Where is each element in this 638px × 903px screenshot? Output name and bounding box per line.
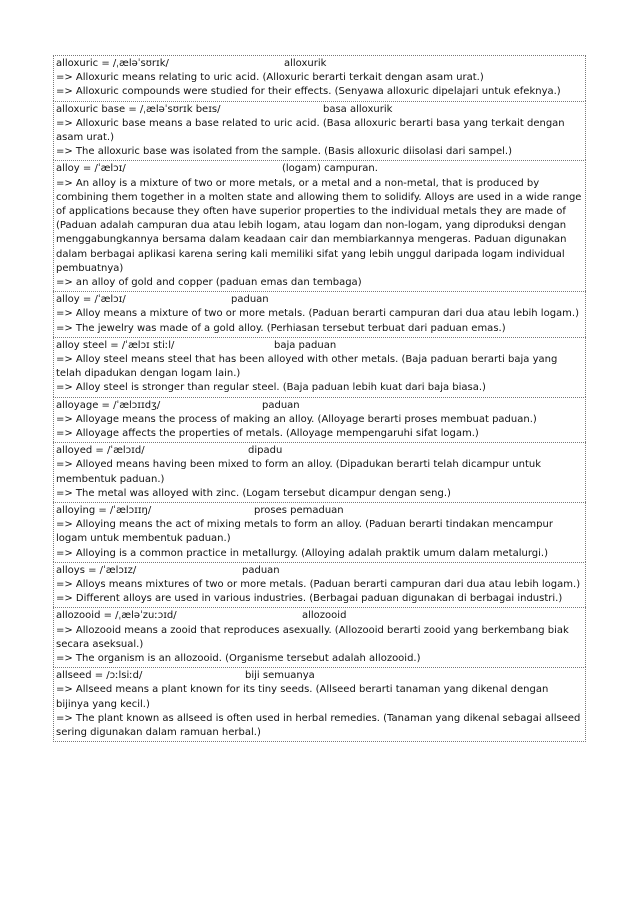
definition: => Alloy steel means steel that has been alloyed with other metals. (Baja paduan berarti baja yang telah dipadukan dengan logam lain.) [56, 353, 558, 380]
translation: (logam) campuran. [282, 163, 378, 175]
definition: => Alloying means the act of mixing metals to form an alloy. (Paduan berarti tindakan mencampur logam untuk membentuk paduan.) [56, 519, 553, 545]
headword: alloyed = /ˈælɔɪd/ [56, 445, 145, 457]
translation: biji semuanya [245, 670, 315, 682]
example: => Alloying is a common practice in metallurgy. (Alloying adalah praktik umum dalam metalurgi.) [56, 547, 548, 559]
entry-alloy-2 [53, 291, 586, 337]
dictionary-page [53, 55, 586, 742]
definition: => Allozooid means a zooid that reproduces asexually. (Allozooid berarti zooid yang berkembang biak secara aseksual.) [56, 624, 569, 650]
definition: => Allseed means a plant known for its tiny seeds. (Allseed berarti tanaman yang dikenal dengan bijinya yang kecil.) [56, 684, 549, 710]
definition: => An alloy is a mixture of two or more metals, or a metal and a non-metal, that is produced by combining them together in a molten state and allowing them to solidify. Alloys are used in a wide range of applications because they often have superior properties to the individual metals they are made of (Paduan adalah campuran dua atau lebih logam, atau logam dan non-logam, yang diproduksi dengan menggabungkannya bersama dalam keadaan cair dan membiarkannya mengeras. Paduan digunakan dalam berbagai aplikasi karena sering kali memiliki sifat yang lebih unggul daripada logam individual pembuatnya) [56, 177, 582, 274]
example: => an alloy of gold and copper (paduan emas dan tembaga) [56, 277, 362, 288]
example: => Alloxuric compounds were studied for their effects. (Senyawa alloxuric dipelajari untuk efeknya.) [56, 86, 561, 98]
entry-allozooid [53, 607, 586, 667]
definition: => Alloy means a mixture of two or more metals. (Paduan berarti campuran dari dua atau lebih logam.) [56, 308, 579, 320]
headword: allozooid = /ˌæləˈzuːɔɪd/ [56, 610, 177, 622]
definition: => Alloxuric means relating to uric acid. (Alloxuric berarti terkait dengan asam urat.) [56, 72, 484, 84]
translation: baja paduan [274, 339, 337, 351]
example: => The plant known as allseed is often used in herbal remedies. (Tanaman yang dikenal sebagai allseed sering digunakan dalam ramuan herbal.) [56, 712, 581, 738]
definition: => Alloyed means having been mixed to form an alloy. (Dipadukan berarti telah dicampur untuk membentuk paduan.) [56, 459, 542, 485]
translation: alloxurik [284, 58, 327, 69]
headword: alloy = /ˈælɔɪ/ [56, 163, 126, 175]
entry-alloxuric [53, 55, 586, 101]
translation: paduan [231, 294, 269, 306]
headword: alloys = /ˈælɔɪz/ [56, 564, 137, 576]
headword: allseed = /ɔːlsiːd/ [56, 670, 143, 682]
example: => The organism is an allozooid. (Organisme tersebut adalah allozooid.) [56, 652, 421, 664]
example: => The metal was alloyed with zinc. (Logam tersebut dicampur dengan seng.) [56, 487, 451, 499]
entry-alloxuric-base [53, 101, 586, 161]
headword: alloxuric base = /ˌæləˈsʊrɪk beɪs/ [56, 103, 221, 115]
definition: => Alloys means mixtures of two or more metals. (Paduan berarti campuran dari dua atau lebih logam.) [56, 578, 581, 590]
translation: dipadu [248, 445, 283, 457]
headword: alloy steel = /ˈælɔɪ stiːl/ [56, 339, 175, 351]
translation: paduan [242, 564, 280, 576]
example: => Alloyage affects the properties of metals. (Alloyage mempengaruhi sifat logam.) [56, 427, 479, 439]
entry-alloyed [53, 442, 586, 502]
entry-list [53, 55, 586, 742]
translation: paduan [262, 399, 300, 411]
translation: basa alloxurik [323, 103, 393, 115]
headword: alloyage = /ˈælɔɪɪdʒ/ [56, 399, 161, 411]
headword: alloy = /ˈælɔɪ/ [56, 294, 126, 306]
entry-alloy-steel [53, 337, 586, 397]
entry-allseed [53, 667, 586, 742]
headword: alloxuric = /ˌæləˈsʊrɪk/ [56, 58, 169, 69]
translation: allozooid [302, 610, 347, 622]
example: => The jewelry was made of a gold alloy. (Perhiasan tersebut terbuat dari paduan emas.) [56, 322, 506, 334]
definition: => Alloyage means the process of making an alloy. (Alloyage berarti proses membuat paduan.) [56, 413, 537, 425]
example: => The alloxuric base was isolated from the sample. (Basis alloxuric diisolasi dari sampel.) [56, 146, 512, 158]
entry-alloying [53, 502, 586, 562]
example: => Alloy steel is stronger than regular steel. (Baja paduan lebih kuat dari baja biasa.) [56, 382, 486, 394]
example: => Different alloys are used in various industries. (Berbagai paduan digunakan di berbagai industri.) [56, 593, 563, 605]
entry-alloyage [53, 397, 586, 443]
headword: alloying = /ˈælɔɪɪŋ/ [56, 504, 152, 516]
entry-alloy-1 [53, 160, 586, 291]
translation: proses pemaduan [254, 504, 344, 516]
entry-alloys [53, 562, 586, 608]
definition: => Alloxuric base means a base related to uric acid. (Basa alloxuric berarti basa yang terkait dengan asam urat.) [56, 117, 565, 143]
